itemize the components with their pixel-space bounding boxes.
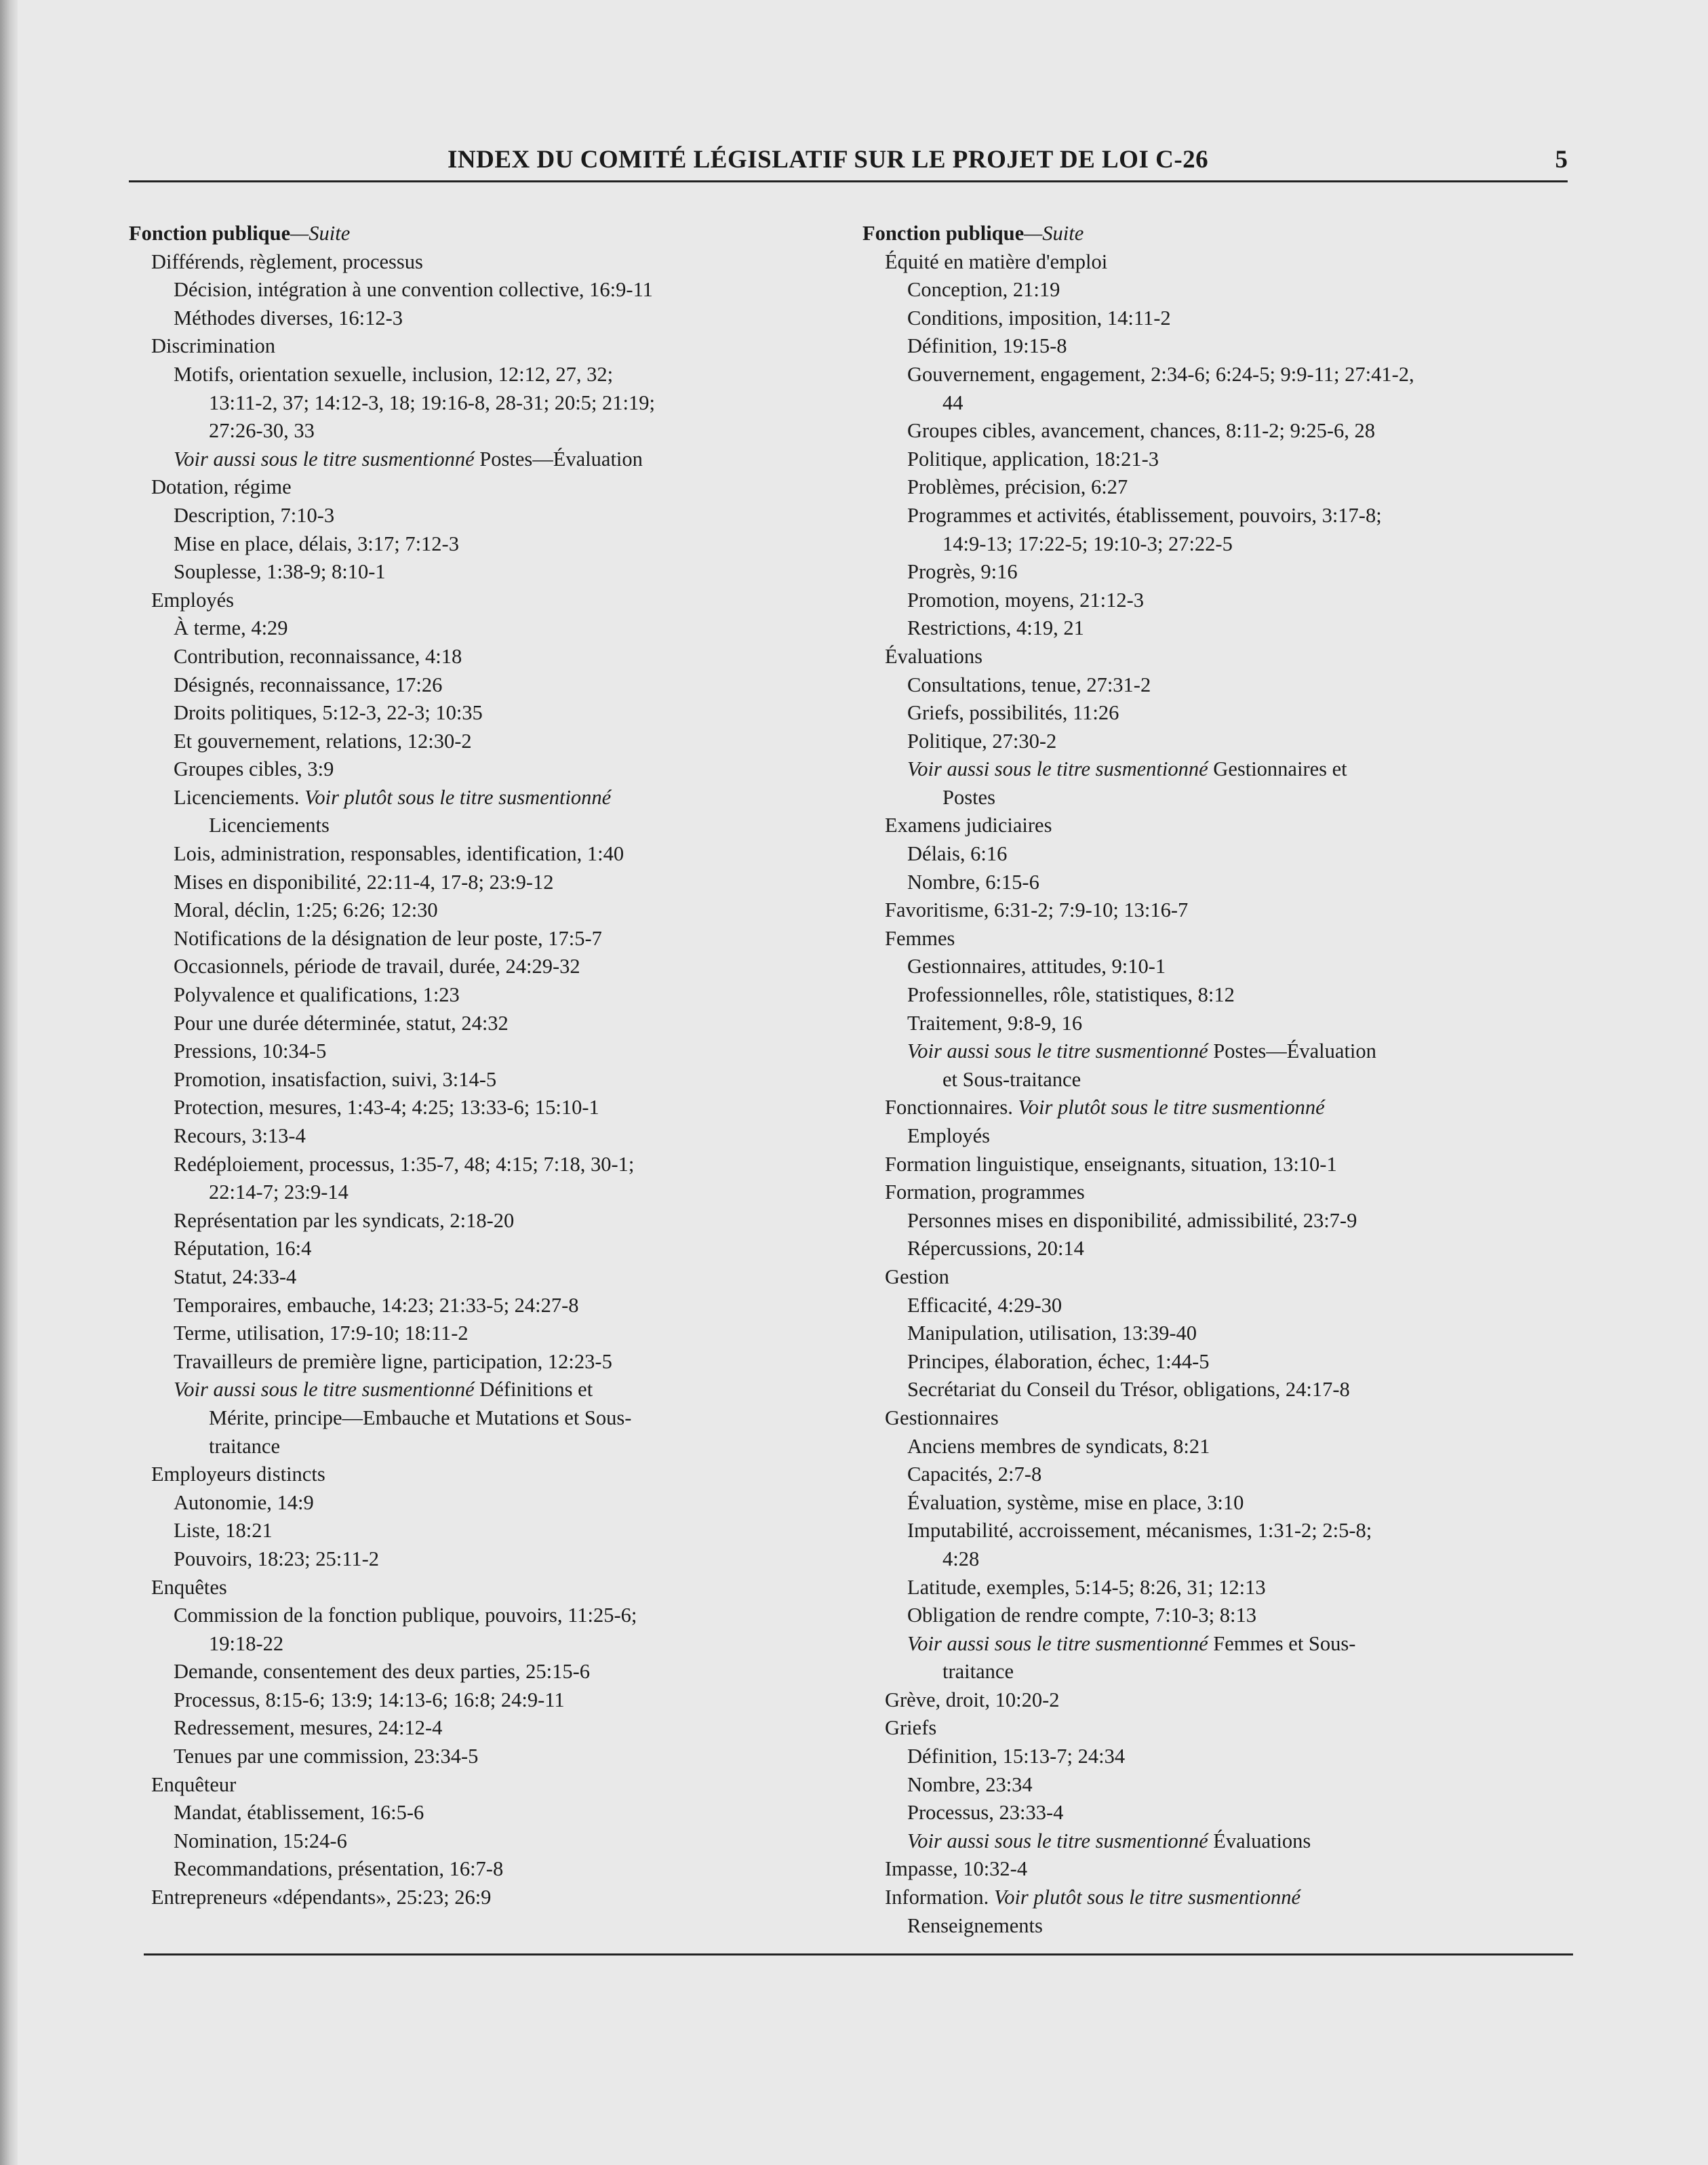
index-line: Processus, 8:15-6; 13:9; 14:13-6; 16:8; 24:9-11 [174, 1688, 565, 1711]
index-line: Liste, 18:21 [174, 1519, 273, 1543]
index-line: Recommandations, présentation, 16:7-8 [174, 1857, 504, 1881]
index-line: Voir aussi sous le titre susmentionné Postes—Évaluation [907, 1039, 1376, 1063]
index-line: traitance [942, 1660, 1014, 1684]
index-line: Impasse, 10:32-4 [885, 1857, 1028, 1881]
index-line: Et gouvernement, relations, 12:30-2 [174, 729, 472, 753]
index-line: Postes [942, 785, 995, 809]
index-line: Manipulation, utilisation, 13:39-40 [907, 1322, 1197, 1345]
index-entries-left [129, 248, 861, 1912]
index-line: Licenciements [209, 814, 330, 837]
index-line: Licenciements. Voir plutôt sous le titre susmentionné [174, 785, 612, 809]
index-line: Pouvoirs, 18:23; 25:11-2 [174, 1547, 380, 1570]
index-line: Nombre, 6:15-6 [907, 870, 1039, 894]
index-line: 27:26-30, 33 [209, 419, 315, 443]
index-line: Occasionnels, période de travail, durée, 24:29-32 [174, 955, 580, 978]
index-line: Terme, utilisation, 17:9-10; 18:11-2 [174, 1322, 469, 1345]
header-rule [129, 180, 1568, 182]
index-line: Conditions, imposition, 14:11-2 [907, 306, 1171, 330]
index-line: Principes, élaboration, échec, 1:44-5 [907, 1349, 1210, 1373]
index-line: Information. Voir plutôt sous le titre susmentionné [885, 1886, 1301, 1909]
index-line: Conception, 21:19 [907, 278, 1060, 302]
index-line: Restrictions, 4:19, 21 [907, 616, 1084, 640]
index-line: Description, 7:10-3 [174, 503, 335, 527]
index-line: Programmes et activités, établissement, pouvoirs, 3:17-8; [907, 503, 1382, 527]
page-number: 5 [1555, 146, 1568, 174]
index-line: Lois, administration, responsables, identification, 1:40 [174, 842, 624, 866]
index-line: Travailleurs de première ligne, participation, 12:23-5 [174, 1349, 612, 1373]
index-line: Gestionnaires, attitudes, 9:10-1 [907, 955, 1166, 978]
index-line: Gestion [885, 1265, 949, 1288]
index-line: Polyvalence et qualifications, 1:23 [174, 983, 460, 1007]
index-line: Formation linguistique, enseignants, situation, 13:10-1 [885, 1152, 1337, 1176]
index-line: À terme, 4:29 [174, 616, 288, 640]
index-line: Formation, programmes [885, 1180, 1085, 1204]
index-line: Fonctionnaires. Voir plutôt sous le titre susmentionné [885, 1096, 1325, 1119]
index-line: Voir aussi sous le titre susmentionné Évaluations [907, 1829, 1311, 1852]
index-line: Femmes [885, 926, 955, 950]
index-line: Groupes cibles, 3:9 [174, 757, 334, 781]
index-line: Capacités, 2:7-8 [907, 1463, 1042, 1486]
index-line: Favoritisme, 6:31-2; 7:9-10; 13:16-7 [885, 898, 1189, 922]
index-line: Définition, 19:15-8 [907, 334, 1067, 358]
index-line: Statut, 24:33-4 [174, 1265, 297, 1288]
index-line: Droits politiques, 5:12-3, 22-3; 10:35 [174, 701, 483, 725]
index-line: Employeurs distincts [151, 1463, 325, 1486]
index-line: Mise en place, délais, 3:17; 7:12-3 [174, 532, 459, 555]
index-line: Promotion, insatisfaction, suivi, 3:14-5 [174, 1067, 497, 1091]
index-line: Employés [907, 1124, 990, 1147]
index-line: Voir aussi sous le titre susmentionné Postes—Évaluation [174, 447, 643, 471]
index-line: Politique, 27:30-2 [907, 729, 1057, 753]
index-line: Méthodes diverses, 16:12-3 [174, 306, 403, 330]
index-line: Mandat, établissement, 16:5-6 [174, 1801, 424, 1825]
index-line: Personnes mises en disponibilité, admissibilité, 23:7-9 [907, 1208, 1357, 1232]
index-line: 4:28 [942, 1547, 980, 1570]
index-line: Décision, intégration à une convention collective, 16:9-11 [174, 278, 653, 302]
index-line: Enquêtes [151, 1575, 227, 1599]
index-line: Définition, 15:13-7; 24:34 [907, 1745, 1126, 1768]
index-line: Souplesse, 1:38-9; 8:10-1 [174, 560, 386, 584]
index-line: Redéploiement, processus, 1:35-7, 48; 4:15; 7:18, 30-1; [174, 1152, 635, 1176]
index-line: Motifs, orientation sexuelle, inclusion, 12:12, 27, 32; [174, 362, 614, 386]
index-line: Professionnelles, rôle, statistiques, 8:12 [907, 983, 1235, 1007]
index-line: Désignés, reconnaissance, 17:26 [174, 673, 443, 696]
index-line: Mérite, principe—Embauche et Mutations et Sous- [209, 1406, 632, 1429]
index-heading: Fonction publique—Suite [862, 222, 1084, 245]
index-line: Traitement, 9:8-9, 16 [907, 1011, 1083, 1035]
index-line: Employés [151, 588, 234, 612]
index-line: Imputabilité, accroissement, mécanismes, 1:31-2; 2:5-8; [907, 1519, 1372, 1543]
index-line: Consultations, tenue, 27:31-2 [907, 673, 1151, 696]
index-line: Gouvernement, engagement, 2:34-6; 6:24-5; 9:9-11; 27:41-2, [907, 362, 1414, 386]
index-line: Processus, 23:33-4 [907, 1801, 1064, 1825]
index-line: Voir aussi sous le titre susmentionné Gestionnaires et [907, 757, 1347, 781]
index-line: Pressions, 10:34-5 [174, 1039, 327, 1063]
index-line: Redressement, mesures, 24:12-4 [174, 1716, 443, 1740]
index-line: Efficacité, 4:29-30 [907, 1293, 1062, 1317]
index-line: Temporaires, embauche, 14:23; 21:33-5; 24:27-8 [174, 1293, 579, 1317]
index-line: Mises en disponibilité, 22:11-4, 17-8; 23:9-12 [174, 870, 554, 894]
index-line: Voir aussi sous le titre susmentionné Définitions et [174, 1378, 593, 1402]
index-line: Commission de la fonction publique, pouvoirs, 11:25-6; [174, 1604, 637, 1627]
index-line: Progrès, 9:16 [907, 560, 1018, 584]
index-line: Groupes cibles, avancement, chances, 8:11-2; 9:25-6, 28 [907, 419, 1375, 443]
index-line: Tenues par une commission, 23:34-5 [174, 1745, 479, 1768]
index-line: Moral, déclin, 1:25; 6:26; 12:30 [174, 898, 438, 922]
index-line: Évaluation, système, mise en place, 3:10 [907, 1490, 1244, 1514]
index-line: Secrétariat du Conseil du Trésor, obligations, 24:17-8 [907, 1378, 1350, 1402]
index-line: Répercussions, 20:14 [907, 1237, 1084, 1260]
index-line: Demande, consentement des deux parties, 25:15-6 [174, 1660, 591, 1684]
index-line: Discrimination [151, 334, 275, 358]
index-line: Griefs, possibilités, 11:26 [907, 701, 1119, 725]
footer-rule [144, 1953, 1573, 1955]
index-line: Autonomie, 14:9 [174, 1490, 314, 1514]
page-title: INDEX DU COMITÉ LÉGISLATIF SUR LE PROJET DE LOI C-26 [448, 146, 1209, 174]
page-binding-edge [0, 0, 18, 2165]
index-line: Grève, droit, 10:20-2 [885, 1688, 1060, 1711]
index-line: Enquêteur [151, 1772, 237, 1796]
index-line: Recours, 3:13-4 [174, 1124, 306, 1147]
index-line: 22:14-7; 23:9-14 [209, 1180, 349, 1204]
index-line: 19:18-22 [209, 1631, 284, 1655]
index-line: Entrepreneurs «dépendants», 25:23; 26:9 [151, 1886, 492, 1909]
index-line: 13:11-2, 37; 14:12-3, 18; 19:16-8, 28-31; 20:5; 21:19; [209, 391, 655, 414]
index-line: Anciens membres de syndicats, 8:21 [907, 1434, 1210, 1458]
index-line: traitance [209, 1434, 280, 1458]
index-line: Obligation de rendre compte, 7:10-3; 8:13 [907, 1604, 1256, 1627]
index-line: et Sous-traitance [942, 1067, 1081, 1091]
index-line: Griefs [885, 1716, 937, 1740]
index-column-right [862, 220, 1554, 1940]
index-entries-right [862, 248, 1554, 1941]
index-line: Nomination, 15:24-6 [174, 1829, 347, 1852]
index-line: Évaluations [885, 644, 982, 668]
index-line: Problèmes, précision, 6:27 [907, 475, 1128, 499]
index-line: 14:9-13; 17:22-5; 19:10-3; 27:22-5 [942, 532, 1233, 555]
index-line: Différends, règlement, processus [151, 250, 423, 273]
index-line: Voir aussi sous le titre susmentionné Femmes et Sous- [907, 1631, 1356, 1655]
index-line: Gestionnaires [885, 1406, 999, 1429]
index-line: Politique, application, 18:21-3 [907, 447, 1159, 471]
index-line: Notifications de la désignation de leur poste, 17:5-7 [174, 926, 602, 950]
index-line: Contribution, reconnaissance, 4:18 [174, 644, 462, 668]
index-line: 44 [942, 391, 964, 414]
index-line: Promotion, moyens, 21:12-3 [907, 588, 1145, 612]
index-line: Latitude, exemples, 5:14-5; 8:26, 31; 12:13 [907, 1575, 1266, 1599]
index-line: Nombre, 23:34 [907, 1772, 1033, 1796]
index-line: Pour une durée déterminée, statut, 24:32 [174, 1011, 509, 1035]
index-line: Représentation par les syndicats, 2:18-20 [174, 1208, 515, 1232]
index-line: Équité en matière d'emploi [885, 250, 1108, 273]
index-line: Examens judiciaires [885, 814, 1052, 837]
index-line: Renseignements [907, 1913, 1043, 1937]
index-line: Délais, 6:16 [907, 842, 1008, 866]
index-column-left [129, 220, 861, 1912]
page-header [129, 140, 1568, 180]
index-line: Dotation, régime [151, 475, 292, 499]
index-line: Protection, mesures, 1:43-4; 4:25; 13:33-6; 15:10-1 [174, 1096, 599, 1119]
index-line: Réputation, 16:4 [174, 1237, 312, 1260]
index-heading: Fonction publique—Suite [129, 222, 351, 245]
